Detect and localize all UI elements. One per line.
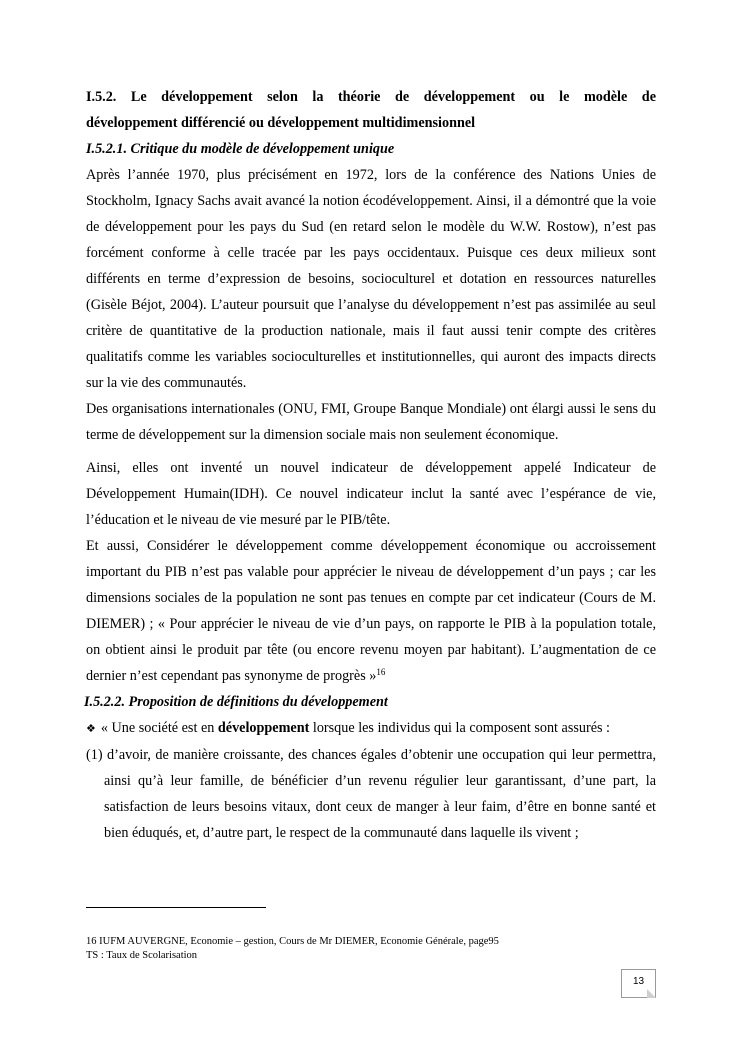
section-heading-line2: développement différencié ou développement multidimensionnel	[86, 115, 476, 131]
bullet-text-post: lorsque les individus qui la composent sont assurés :	[309, 720, 610, 736]
section-heading-line1: I.5.2. Le développement selon la théorie de développement ou le modèle de	[86, 89, 656, 105]
diamond-bullet-icon: ❖	[86, 722, 96, 735]
footnote-ref[interactable]: 16	[376, 667, 386, 677]
page-body	[86, 84, 656, 846]
paragraph-4-text: Et aussi, Considérer le développement comme développement économique ou accroissement important du PIB n’est pas valable pour apprécier le niveau de développement d’un pays ; car les dimensions sociales de la population ne sont pas tenues en compte par cet indicateur (Cours de M. DIEMER) ; « Pour apprécier le niveau de vie d’un pays, on rapporte le PIB à la population totale, on obtient ainsi le produit par tête (ou encore revenu moyen par habitant). L’augmentation de ce dernier n’est cependant pas synonyme de progrès »	[86, 538, 656, 684]
definition-item-1: (1) d’avoir, de manière croissante, des chances égales d’obtenir une occupation qui leur permettra, ainsi qu’à leur famille, de bénéficier d’un revenu régulier leur garantissant, d’une part, la satisfaction de leurs besoins vitaux, dont ceux de manger à leur faim, d’être en bonne santé et bien éduqués, et, d’autre part, le respect de la communauté dans laquelle ils vivent ;	[86, 747, 656, 841]
subheading-critique: I.5.2.1. Critique du modèle de développement unique	[86, 141, 395, 157]
bullet-text-bold: développement	[217, 720, 310, 736]
footnote-ts: TS : Taux de Scolarisation	[86, 950, 198, 961]
page-curl-icon	[647, 989, 656, 998]
paragraph-4	[86, 533, 656, 689]
subheading-definitions: I.5.2.2. Proposition de définitions du développement	[84, 694, 388, 710]
page-number-box	[621, 969, 656, 998]
paragraph-1: Après l’année 1970, plus précisément en 1972, lors de la conférence des Nations Unies de Stockholm, Ignacy Sachs avait avancé la notion écodéveloppement. Ainsi, il a démontré que la voie de développement pour les pays du Sud (en retard selon le modèle du W.W. Rostow), n’est pas forcément conforme à celle tracée par les pays occidentaux. Puisque ces deux milieux sont différents en terme d’expression de besoins, socioculturel et dotation en ressources naturelles (Gisèle Béjot, 2004). L’auteur poursuit que l’analyse du développement n’est pas assimilée au seul critère de quantitative de la production nationale, mais il faut aussi tenir compte des critères qualitatifs comme les variables socioculturelles et institutionnelles, qui auront des impacts directs sur la vie des communautés.	[86, 167, 656, 391]
bullet-definition	[86, 715, 656, 742]
paragraph-2: Des organisations internationales (ONU, FMI, Groupe Banque Mondiale) ont élargi aussi le sens du terme de développement sur la dimension sociale mais non seulement économique.	[86, 401, 656, 443]
footnote-16: 16 IUFM AUVERGNE, Economie – gestion, Cours de Mr DIEMER, Economie Générale, page95	[86, 936, 499, 947]
footnote-separator	[86, 907, 266, 908]
page-number: 13	[632, 976, 645, 987]
bullet-text-pre: « Une société est en	[100, 720, 218, 736]
paragraph-3: Ainsi, elles ont inventé un nouvel indicateur de développement appelé Indicateur de Développement Humain(IDH). Ce nouvel indicateur inclut la santé avec l’espérance de vie, l’éducation et le niveau de vie mesuré par le PIB/tête.	[86, 460, 656, 528]
